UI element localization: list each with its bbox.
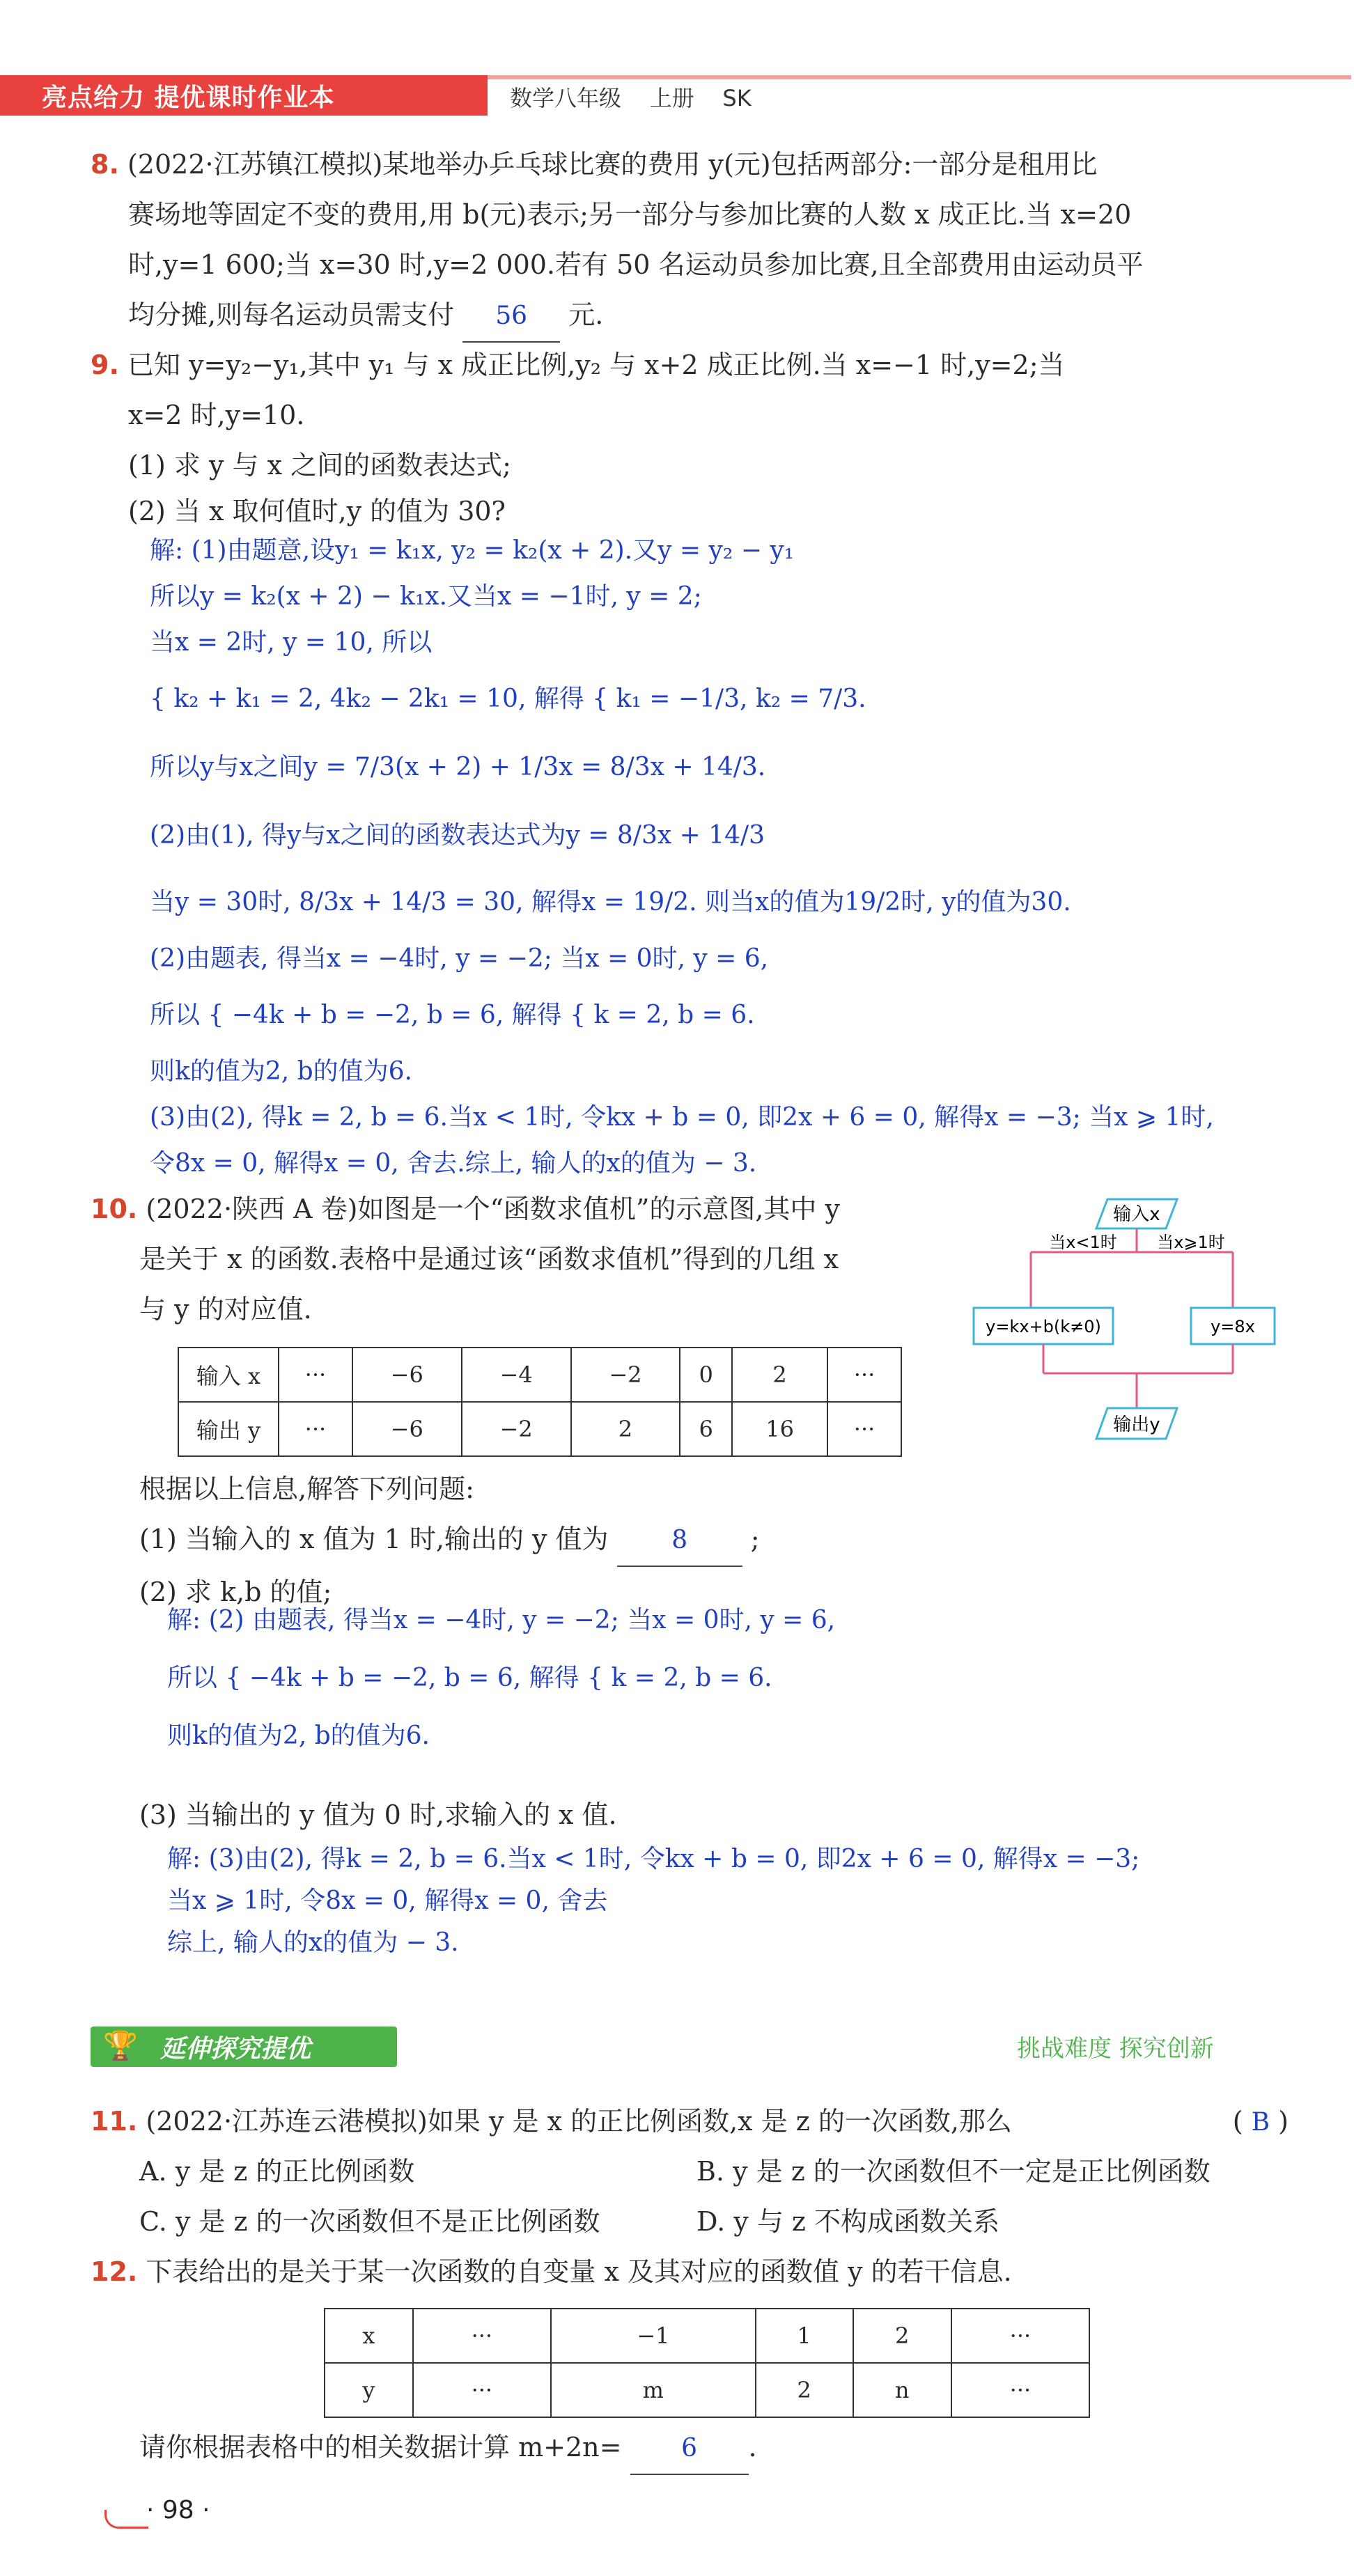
question-8: 8. (2022·江苏镇江模拟)某地举办乒乓球比赛的费用 y(元)包括两部分:一部分是租用比 赛场地等固定不变的费用,用 b(元)表示;另一部分与参加比赛的人数 x 成正比.当 x=20 时,y=1 600;当 x=30 时,y=2 000.若有 50 名运动员参加比赛,且全部费用由运动员平 均分摊,则每名运动员需支付 56 元. <box>91 139 1289 343</box>
solution-9: 解: (1)由题意,设y₁ = k₁x, y₂ = k₂(x + 2).又y = y₂ − y₁ 所以y = k₂(x + 2) − k₁x.又当x = −1时, y = 2; 当x = 2时, y = 10, 所以 { k₂ + k₁ = 2, 4k₂ − 2k₁ = 10, 解得 { k₁ = −1/3, k₂ = 7/3. 所以y与x之间y = 7/3(x + 2) + 1/3x = 8/3x + 14/3. (2)由(1), 得y与x之间的函数表达式为y = 8/3x + 14/3 当y = 30时, 8/3x + 14/3 = 30, 解得x = 19/2. 则当x的值为19/2时, y的值为30. (2)由题表, 得当x = −4时, y = −2; 当x = 0时, y = 6, 所以 { −4k + b = −2, b = 6, 解得 { k = 2, b = 6. 则k的值为2, b的值为6. (3)由(2), 得k = 2, b = 6.当x < 1时, 令kx + b = 0, 即2x + 6 = 0, 解得x = −3; 当x ⩾ 1时, 令8x = 0, 解得x = 0, 舍去.综上, 输人的x的值为 − 3. <box>150 536 1214 1178</box>
solution-10-3: 解: (3)由(2), 得k = 2, b = 6.当x < 1时, 令kx + b = 0, 即2x + 6 = 0, 解得x = −3; 当x ⩾ 1时, 令8x = 0, 解得x = 0, 舍去 综上, 输人的x的值为 − 3. <box>167 1845 1140 1957</box>
trophy-icon: 🏆 <box>103 2030 138 2062</box>
answer-blank: 8 <box>617 1515 742 1567</box>
option-b: B. y 是 z 的一次函数但不一定是正比例函数 <box>697 2156 1211 2187</box>
flow-output: 输出y <box>1113 1414 1160 1435</box>
question-10-part3: (3) 当输出的 y 值为 0 时,求输入的 x 值. <box>139 1800 617 1830</box>
answer-bracket: ( B ) <box>1232 2106 1289 2137</box>
flow-cond-right: 当x⩾1时 <box>1157 1233 1225 1252</box>
section-title: 延伸探究提优 <box>160 2035 311 2063</box>
flow-box-left: y=kx+b(k≠0) <box>986 1317 1101 1336</box>
table-row: x ··· −1 1 2 ··· <box>325 2309 1089 2363</box>
table-row: 输出 y ··· −6 −2 2 6 16 ··· <box>178 1402 901 1456</box>
question-number: 9. <box>91 350 119 380</box>
option-c: C. y 是 z 的一次函数但不是正比例函数 <box>139 2206 600 2237</box>
question-number: 10. <box>91 1194 138 1224</box>
flow-box-right: y=8x <box>1211 1317 1255 1336</box>
table-row: 输入 x ··· −6 −4 −2 0 2 ··· <box>178 1348 901 1402</box>
question-10-parts: 根据以上信息,解答下列问题: (1) 当输入的 x 值为 1 时,输出的 y 值为 8 ; (2) 求 k,b 的值; <box>139 1474 760 1607</box>
option-d: D. y 与 z 不构成函数关系 <box>697 2206 999 2237</box>
question-11: 11. (2022·江苏连云港模拟)如果 y 是 x 的正比例函数,x 是 z 的一次函数,那么 ( B ) A. y 是 z 的正比例函数 B. y 是 z 的一次函数但不一定是正比例函数 C. y 是 z 的一次函数但不是正比例函数 D. y 与 z 不构成函数关系 <box>91 2096 1302 2247</box>
option-a: A. y 是 z 的正比例函数 <box>139 2156 415 2187</box>
page-number: · 98 · <box>146 2496 210 2524</box>
section-tagline: 挑战难度 探究创新 <box>1017 2035 1214 2063</box>
answer-blank: 56 <box>462 291 560 343</box>
flow-cond-left: 当x<1时 <box>1049 1233 1117 1252</box>
question-12: 12. 下表给出的是关于某一次函数的自变量 x 及其对应的函数值 y 的若干信息. <box>91 2256 1012 2287</box>
solution-10-2: 解: (2) 由题表, 得当x = −4时, y = −2; 当x = 0时, y = 6, 所以 { −4k + b = −2, b = 6, 解得 { k = 2, b = 6. 则k的值为2, b的值为6. <box>167 1606 836 1750</box>
question-number: 8. <box>91 149 119 180</box>
header-rule <box>488 75 1351 79</box>
function-table <box>324 2308 1090 2418</box>
io-table <box>178 1347 902 1457</box>
function-machine-diagram <box>968 1191 1289 1455</box>
answer-blank: 6 <box>630 2423 749 2475</box>
table-row: y ··· m 2 n ··· <box>325 2363 1089 2417</box>
question-number: 12. <box>91 2256 138 2287</box>
flow-input: 输入x <box>1113 1204 1160 1225</box>
page-ornament <box>104 2510 148 2529</box>
question-number: 11. <box>91 2106 138 2137</box>
question-9: 9. 已知 y=y₂−y₁,其中 y₁ 与 x 成正比例,y₂ 与 x+2 成正比例.当 x=−1 时,y=2;当 x=2 时,y=10. (1) 求 y 与 x 之间的函数表达式; (2) 当 x 取何值时,y 的值为 30? <box>91 350 1065 526</box>
question-10: 10. (2022·陕西 A 卷)如图是一个“函数求值机”的示意图,其中 y 是关于 x 的函数.表格中是通过该“函数求值机”得到的几组 x 与 y 的对应值. <box>91 1194 840 1325</box>
question-12-ask: 请你根据表格中的相关数据计算 m+2n= 6 . <box>139 2422 1254 2475</box>
book-title: 亮点给力 提优课时作业本 <box>42 84 335 112</box>
book-subject: 数学八年级 上册 SK <box>510 85 752 111</box>
